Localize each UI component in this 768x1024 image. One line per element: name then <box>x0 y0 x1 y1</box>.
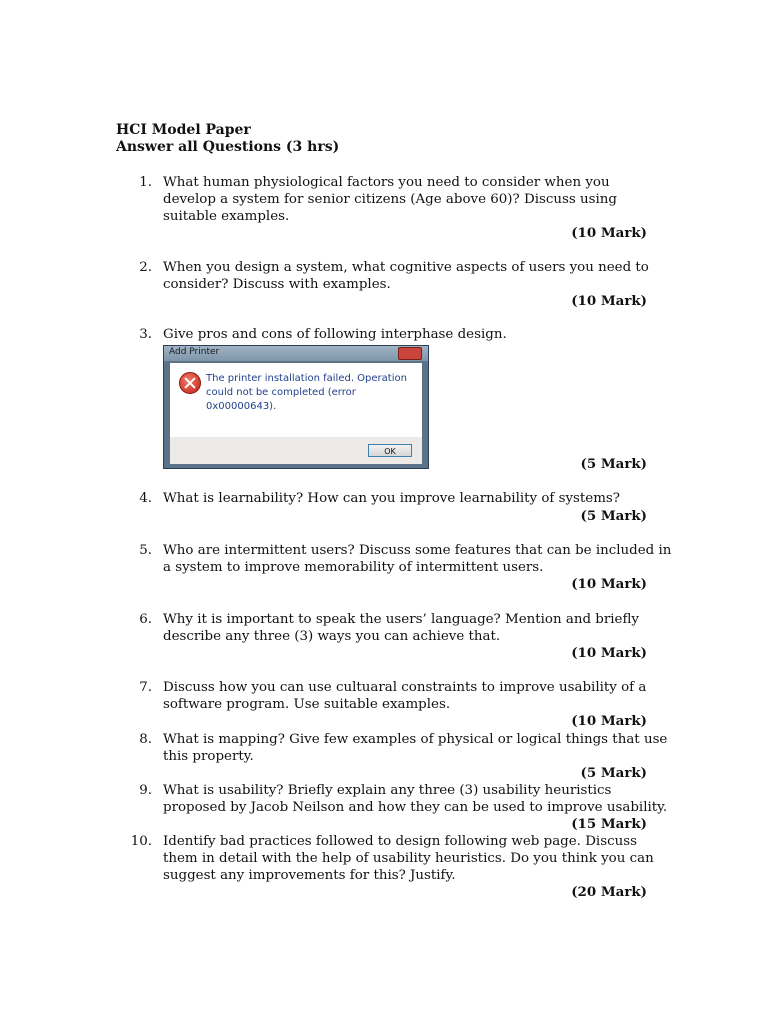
question-number: 5. <box>139 543 152 558</box>
question-line: develop a system for senior citizens (Age above 60)? Discuss using <box>163 192 617 207</box>
question-text <box>163 833 658 884</box>
question-line: Why it is important to speak the users’ language? Mention and briefly <box>163 612 639 627</box>
question-line: a system to improve memorability of intermittent users. <box>163 560 544 575</box>
question-line: proposed by Jacob Neilson and how they can be used to improve usability. <box>163 800 668 815</box>
question-line: describe any three (3) ways you can achieve that. <box>163 629 501 644</box>
question-number: 8. <box>139 732 152 747</box>
question-mark: (20 Mark) <box>571 884 647 900</box>
question-mark: (10 Mark) <box>571 225 647 241</box>
question-mark: (5 Mark) <box>580 765 647 781</box>
dialog-message-line: could not be completed (error <box>206 387 356 398</box>
question-text <box>163 611 658 645</box>
question-line: suggest any improvements for this? Justify. <box>163 868 456 883</box>
question-line: What is mapping? Give few examples of physical or logical things that use <box>163 732 668 747</box>
question-line: What is learnability? How can you improve learnability of systems? <box>163 491 620 506</box>
question-mark: (10 Mark) <box>571 293 647 309</box>
dialog-message-line: The printer installation failed. Operation <box>206 373 407 384</box>
question-number: 4. <box>139 491 152 506</box>
question-number: 9. <box>139 783 152 798</box>
question-line: Give pros and cons of following interphase design. <box>163 327 507 342</box>
question-line: Discuss how you can use cultuaral constraints to improve usability of a <box>163 680 647 695</box>
question-line: Who are intermittent users? Discuss some features that can be included in <box>163 543 672 558</box>
dialog-message-line: 0x00000643). <box>206 401 277 412</box>
dialog-body <box>170 363 422 437</box>
dialog-message <box>206 372 416 414</box>
dialog-footer <box>170 437 422 464</box>
question-text <box>163 542 672 576</box>
question-number: 10. <box>130 834 152 849</box>
dialog-title-bar <box>164 346 428 361</box>
question-text <box>163 782 668 816</box>
question-text <box>163 731 668 765</box>
question-number: 1. <box>139 175 152 190</box>
question-text <box>163 174 658 225</box>
question-line: When you design a system, what cognitive aspects of users you need to <box>163 260 649 275</box>
question-line: software program. Use suitable examples. <box>163 697 451 712</box>
question-text <box>163 679 658 713</box>
question-text <box>163 259 658 293</box>
question-line: them in detail with the help of usability heuristics. Do you think you can <box>163 851 654 866</box>
question-number: 3. <box>139 327 152 342</box>
error-icon <box>179 372 201 394</box>
ok-button: OK <box>368 444 412 457</box>
add-printer-dialog-image <box>163 345 429 469</box>
question-text <box>163 490 658 507</box>
question-number: 7. <box>139 680 152 695</box>
close-icon <box>398 347 422 360</box>
question-line: Identify bad practices followed to design following web page. Discuss <box>163 834 637 849</box>
question-line: this property. <box>163 749 254 764</box>
question-text <box>163 326 658 343</box>
paper-instructions: Answer all Questions (3 hrs) <box>116 139 340 155</box>
paper-title: HCI Model Paper <box>116 122 251 138</box>
question-mark: (10 Mark) <box>571 645 647 661</box>
dialog-title: Add Printer <box>169 347 220 357</box>
question-line: What is usability? Briefly explain any three (3) usability heuristics <box>163 783 612 798</box>
question-mark: (5 Mark) <box>580 508 647 524</box>
question-mark: (10 Mark) <box>571 713 647 729</box>
question-mark: (5 Mark) <box>580 456 647 472</box>
question-line: suitable examples. <box>163 209 290 224</box>
question-line: consider? Discuss with examples. <box>163 277 391 292</box>
question-mark: (15 Mark) <box>571 816 647 832</box>
question-number: 2. <box>139 260 152 275</box>
question-line: What human physiological factors you need to consider when you <box>163 175 610 190</box>
question-mark: (10 Mark) <box>571 576 647 592</box>
question-number: 6. <box>139 612 152 627</box>
